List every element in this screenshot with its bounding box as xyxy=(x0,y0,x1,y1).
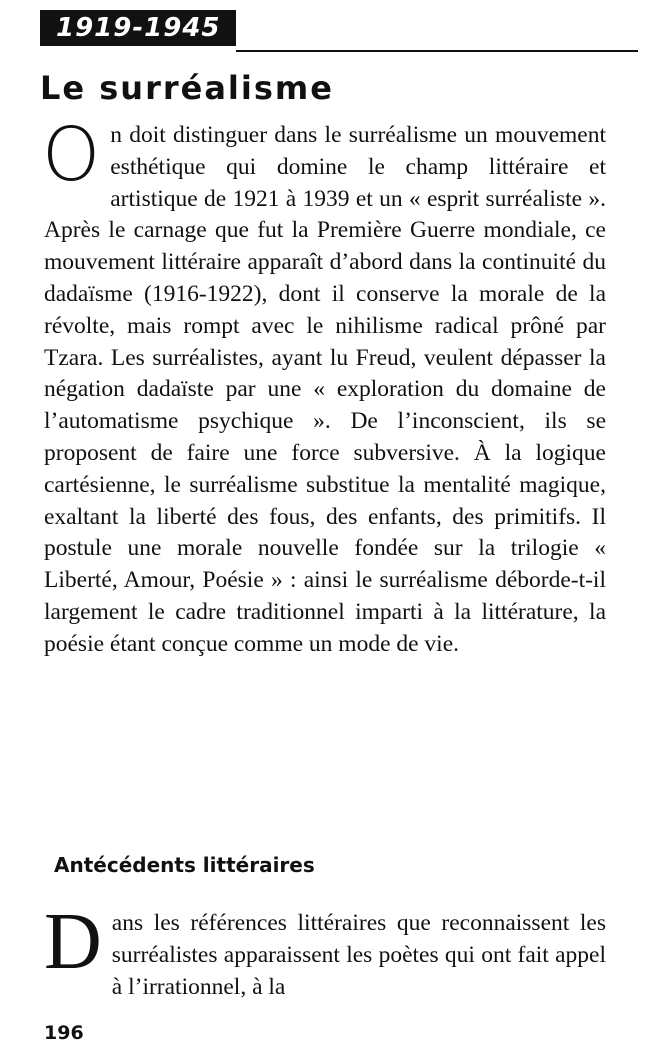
page-number: 196 xyxy=(44,1022,84,1044)
dropcap-o: O xyxy=(42,112,101,198)
chapter-title: Le surréalisme xyxy=(40,69,334,107)
period-tab: 1919-1945 xyxy=(40,10,236,46)
section-paragraph-text: ans les références littéraires que reconnaissent les surréalistes apparaissent les poètes qui ont fait appel à l’irrationnel, à la xyxy=(111,910,606,1000)
section-heading: Antécédents littéraires xyxy=(54,853,315,877)
header-rule xyxy=(236,50,638,52)
intro-paragraph-text: n doit distinguer dans le surréalisme un mouvement esthétique qui domine le champ littéraire et artistique de 1921 à 1939 et un « esprit surréaliste ». Après le carnage que fut la Première Guerre mondiale, ce mouvement littéraire apparaît d’abord dans la continuité du dadaïsme (1916-1922), dont il conserve la morale de la révolte, mais rompt avec le nihilisme radical prôné par Tzara. Les surréalistes, ayant lu Freud, veulent dépasser la négation dadaïste par une « exploration du domaine de l’automatisme psychique ». De l’inconscient, ils se proposent de faire une force subversive. À la logique cartésienne, le surréalisme substitue la mentalité magique, exaltant la liberté des fous, des enfants, des primitifs. Il postule une morale nouvelle fondée sur la trilogie « Liberté, Amour, Poésie » : ainsi le surréalisme déborde-t-il largement le cadre traditionnel imparti à la littérature, la poésie étant conçue comme un mode de vie. xyxy=(44,122,606,657)
section-paragraph xyxy=(44,898,606,1003)
dropcap-d: D xyxy=(44,898,102,986)
intro-paragraph xyxy=(42,112,606,661)
